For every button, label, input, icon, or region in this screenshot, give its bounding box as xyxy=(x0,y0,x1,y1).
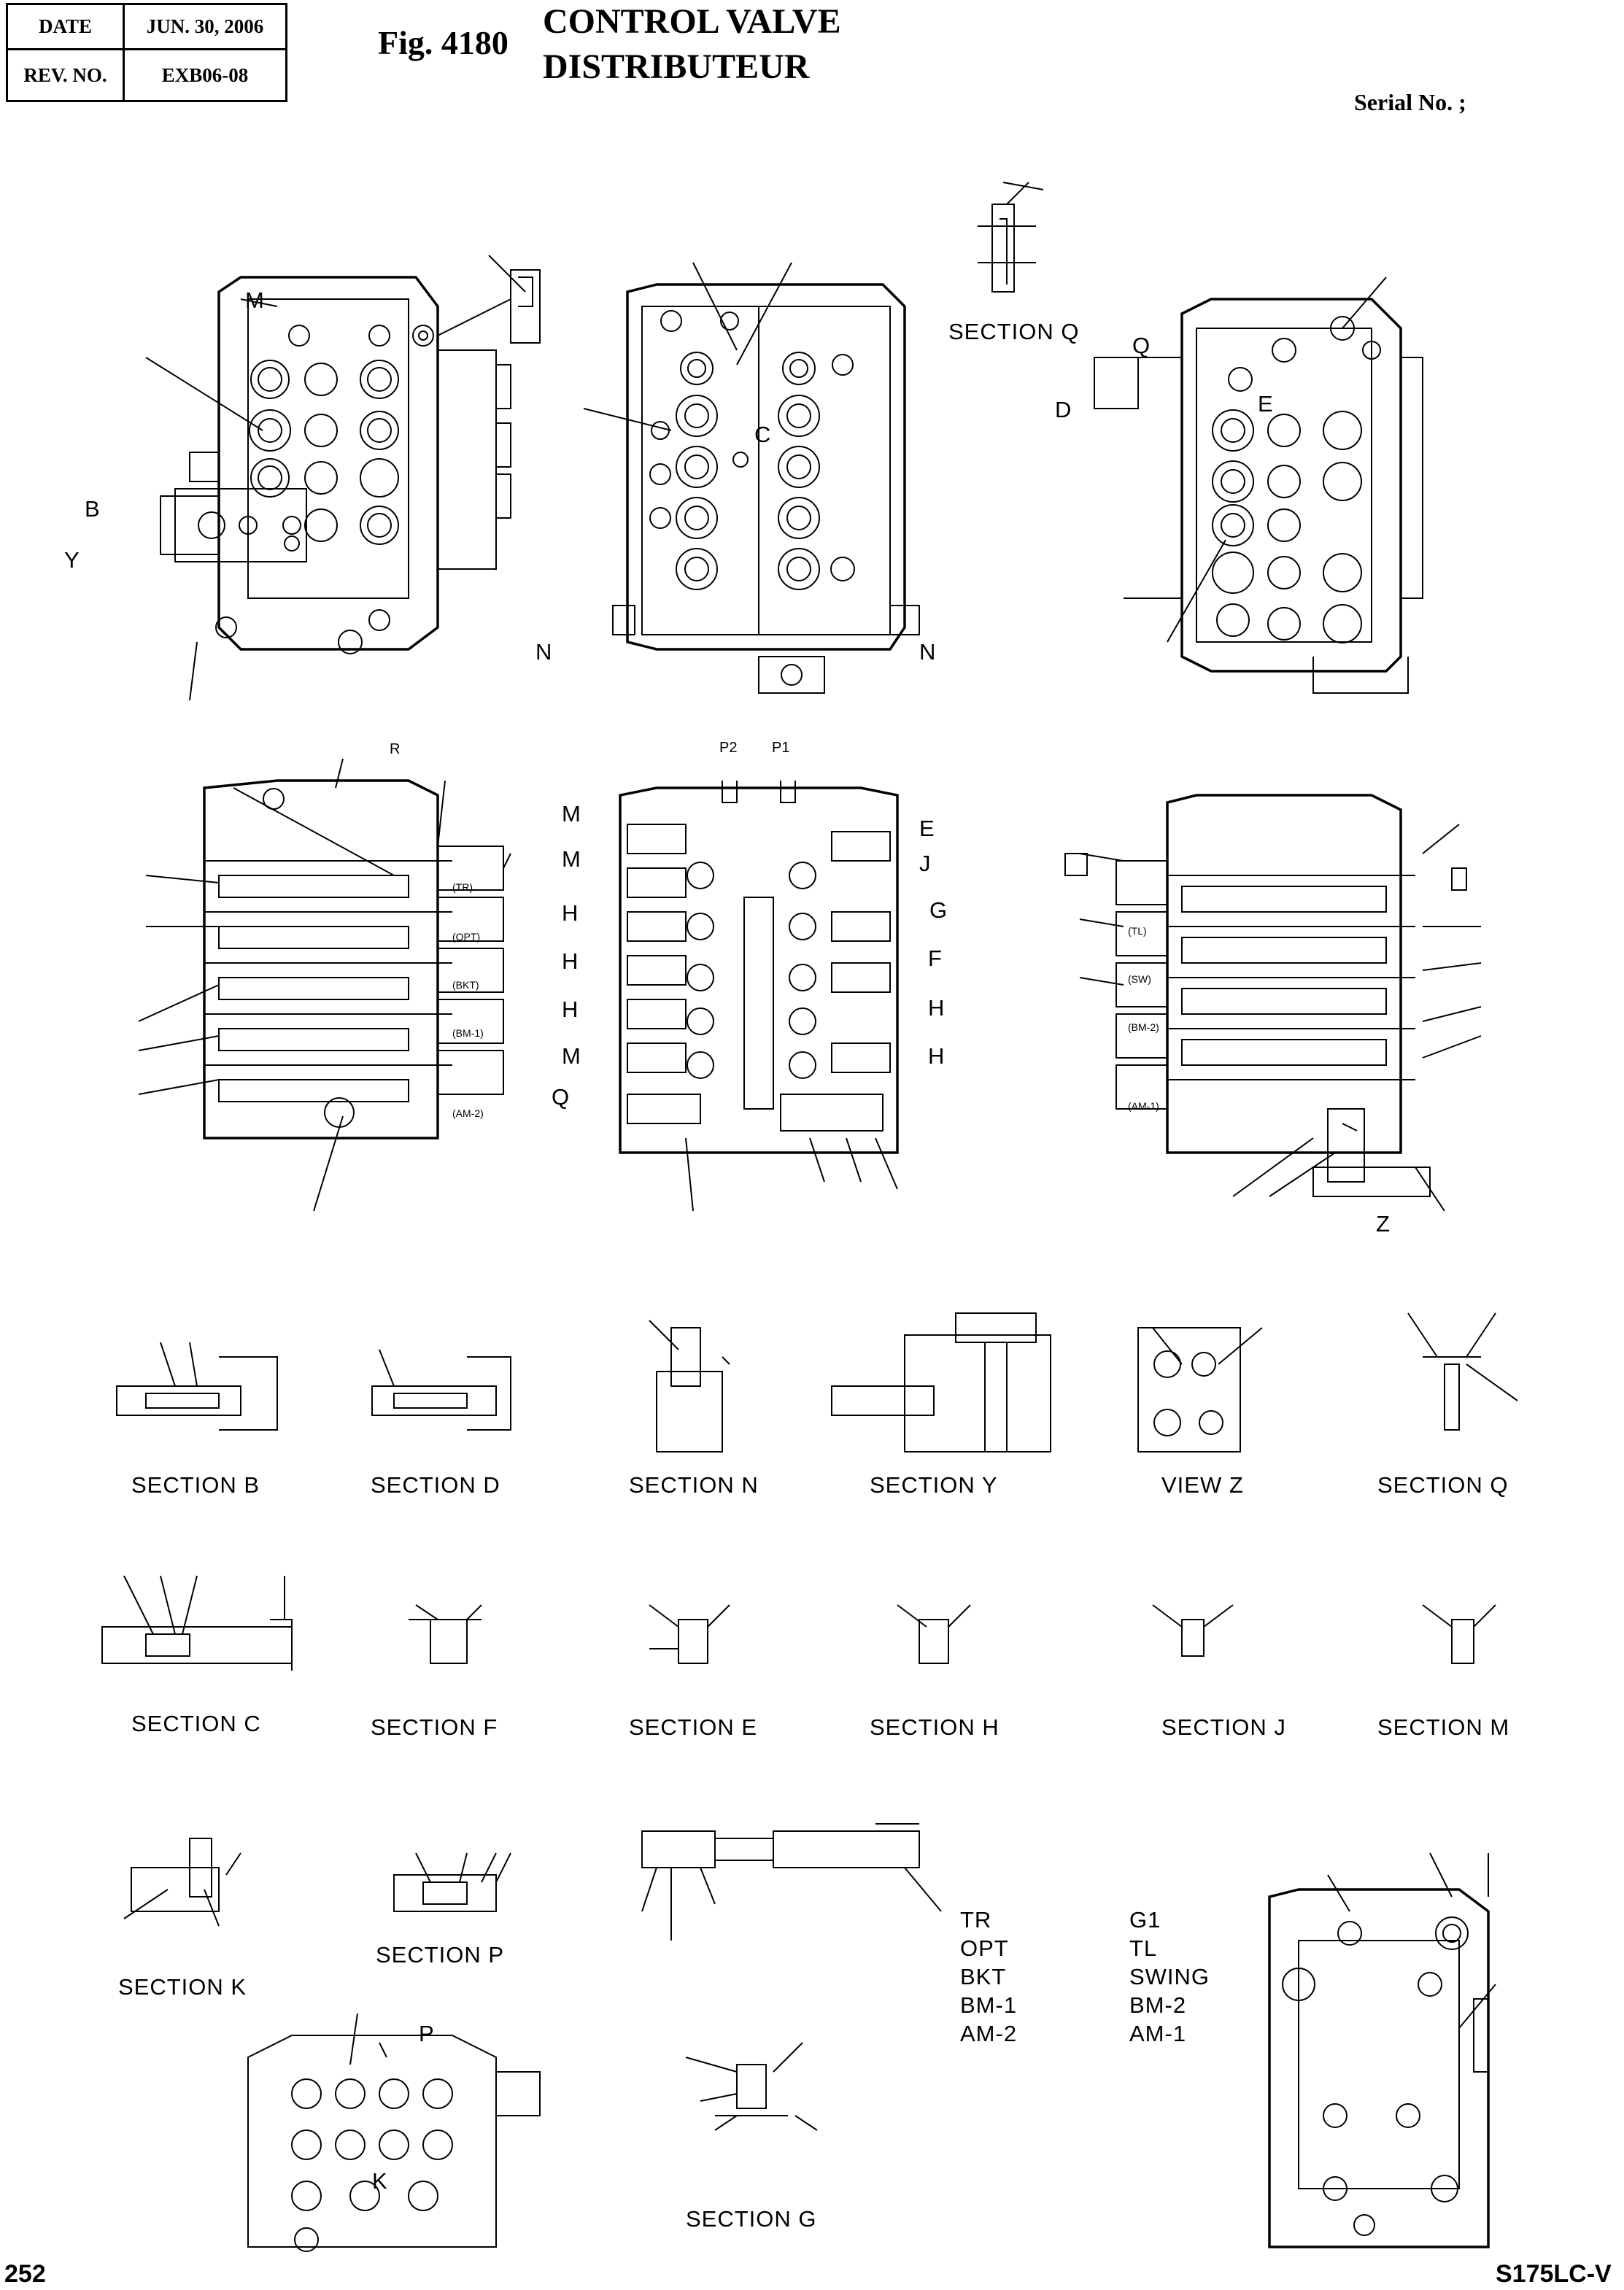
port-label-p2: P2 xyxy=(719,740,738,756)
spool-item: AM-2 xyxy=(960,2021,1018,2046)
section-g-label: SECTION G xyxy=(686,2206,817,2232)
spool-item: BM-1 xyxy=(960,1992,1018,2018)
view-letter-m2: M xyxy=(562,846,581,872)
view-letter-m1: M xyxy=(562,801,581,827)
figure-number: Fig. 4180 xyxy=(378,24,509,61)
view-letter-m: M xyxy=(245,287,264,313)
port-label-r: R xyxy=(390,741,401,757)
section-j-label: SECTION J xyxy=(1161,1714,1286,1740)
body-tag-am1: (AM-1) xyxy=(1128,1100,1159,1112)
body-tag-bm1: (BM-1) xyxy=(452,1027,484,1039)
view-z-label: VIEW Z xyxy=(1161,1472,1244,1498)
view-letter-h3: H xyxy=(562,997,579,1022)
view-letter-d: D xyxy=(1055,397,1072,422)
section-c-label: SECTION C xyxy=(131,1711,261,1736)
spool-list-left xyxy=(960,1906,1017,2048)
section-p-label: SECTION P xyxy=(376,1942,505,1968)
rev-value: EXB06-08 xyxy=(161,63,249,86)
title-line-1: CONTROL VALVE xyxy=(543,2,841,41)
date-label: DATE xyxy=(8,5,125,50)
model-number: S175LC-V xyxy=(1496,2260,1612,2288)
section-n-label: SECTION N xyxy=(629,1472,759,1498)
spool-item: TR xyxy=(960,1907,992,1933)
body-tag-bkt: (BKT) xyxy=(452,979,479,991)
section-m-label: SECTION M xyxy=(1377,1714,1510,1740)
view-letter-h2: H xyxy=(562,948,579,974)
spool-item: BKT xyxy=(960,1964,1007,1989)
section-q-label: SECTION Q xyxy=(1377,1472,1509,1498)
spool-list-right xyxy=(1129,1906,1210,2048)
body-tag-tr: (TR) xyxy=(452,881,473,893)
section-k-label: SECTION K xyxy=(118,1974,247,2000)
view-letter-m3: M xyxy=(562,1043,581,1069)
view-letter-f: F xyxy=(928,945,942,971)
view-letter-n2: N xyxy=(919,639,936,665)
spool-item: OPT xyxy=(960,1935,1009,1961)
body-tag-am2: (AM-2) xyxy=(452,1107,484,1119)
view-letter-g: G xyxy=(929,897,948,923)
section-y-label: SECTION Y xyxy=(870,1472,998,1498)
section-e-label: SECTION E xyxy=(629,1714,758,1740)
view-letter-j: J xyxy=(919,851,931,876)
section-d-label: SECTION D xyxy=(371,1472,500,1498)
view-letter-p: P xyxy=(419,2021,434,2046)
spool-item: G1 xyxy=(1129,1907,1161,1933)
view-letter-h1: H xyxy=(562,900,579,926)
view-letter-qa: Q xyxy=(552,1084,570,1110)
view-letter-z: Z xyxy=(1376,1211,1390,1237)
page-number: 252 xyxy=(4,2260,46,2288)
port-label-p1: P1 xyxy=(772,740,790,756)
view-letter-h4: H xyxy=(928,995,945,1021)
view-letter-q: Q xyxy=(1132,333,1151,358)
view-letter-k: K xyxy=(372,2168,387,2194)
section-q-top-label: SECTION Q xyxy=(948,319,1080,344)
view-letter-b: B xyxy=(85,496,100,522)
serial-number: Serial No. ; xyxy=(1354,89,1466,115)
view-letter-ea: E xyxy=(919,816,935,841)
spool-item: AM-1 xyxy=(1129,2021,1187,2046)
body-tag-opt: (OPT) xyxy=(452,931,481,943)
section-b-label: SECTION B xyxy=(131,1472,260,1498)
body-tag-sw: (SW) xyxy=(1128,973,1151,985)
view-letter-n1: N xyxy=(535,639,552,665)
body-tag-tl: (TL) xyxy=(1128,925,1147,937)
body-tag-bm2: (BM-2) xyxy=(1128,1021,1159,1033)
rev-label: REV. NO. xyxy=(8,50,125,100)
spool-item: TL xyxy=(1129,1935,1158,1961)
spool-item: SWING xyxy=(1129,1964,1210,1989)
view-letter-h5: H xyxy=(928,1043,945,1069)
section-h-label: SECTION H xyxy=(870,1714,999,1740)
spool-item: BM-2 xyxy=(1129,1992,1187,2018)
view-letter-c: C xyxy=(754,422,771,447)
date-value: JUN. 30, 2006 xyxy=(125,5,285,50)
view-letter-e: E xyxy=(1258,391,1273,417)
section-f-label: SECTION F xyxy=(371,1714,498,1740)
view-letter-y: Y xyxy=(64,547,80,573)
title-line-2: DISTRIBUTEUR xyxy=(543,47,810,86)
